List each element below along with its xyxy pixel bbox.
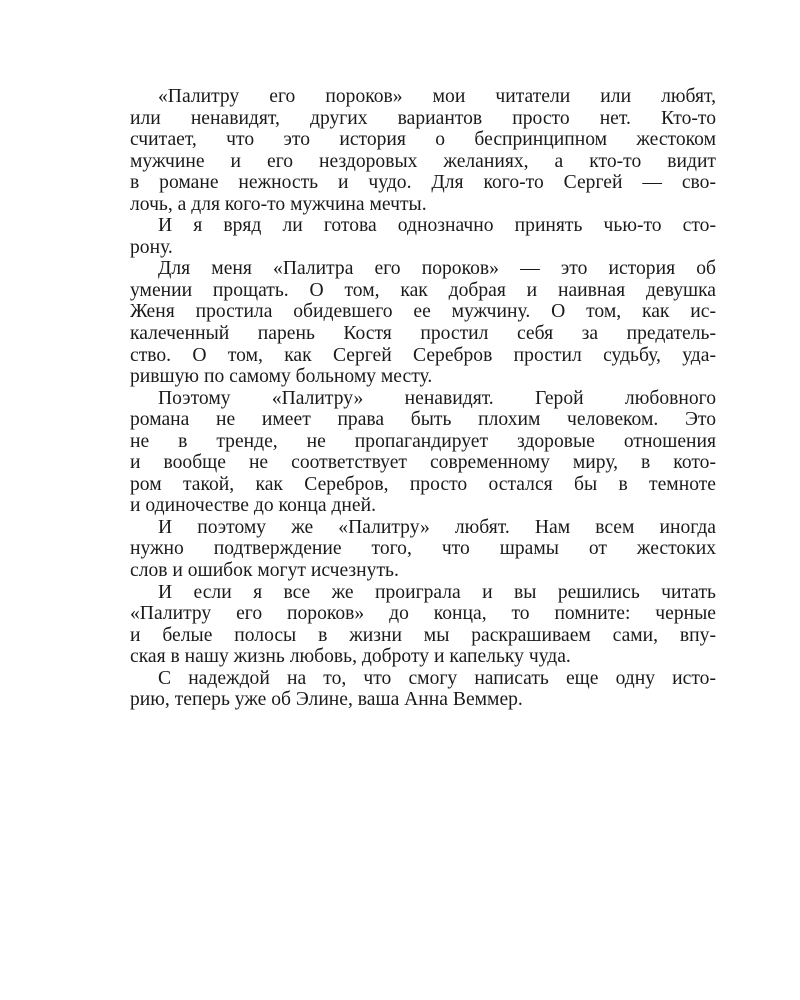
- text-line: и вообще не соответствует современному миру, в кото-: [130, 452, 716, 474]
- text-line: «Палитру его пороков» мои читатели или любят,: [158, 86, 716, 107]
- text-line: ром такой, как Серебров, просто остался бы в темноте: [130, 473, 716, 495]
- text-line: И если я все же проиграла и вы решились читать: [158, 581, 716, 603]
- text-line: лочь, а для кого-то мужчина мечты.: [130, 193, 427, 215]
- text-line: Женя простила обидевшего ее мужчину. О том, как ис-: [130, 301, 716, 323]
- text-line: слов и ошибок могут исчезнуть.: [130, 560, 399, 582]
- page-body-text: [130, 86, 716, 711]
- text-line: мужчине и его нездоровых желаниях, а кто-то видит: [130, 150, 716, 172]
- text-line: Для меня «Палитра его пороков» — это история об: [158, 258, 716, 280]
- text-line: «Палитру его пороков» до конца, то помните: черные: [130, 603, 716, 625]
- text-line: Поэтому «Палитру» ненавидят. Герой любовного: [158, 387, 716, 409]
- text-line: в романе нежность и чудо. Для кого-то Сергей — сво-: [130, 172, 716, 194]
- text-line: романа не имеет права быть плохим человеком. Это: [130, 409, 716, 431]
- text-line: считает, что это история о беспринципном жестоком: [130, 129, 716, 151]
- text-line: С надеждой на то, что смогу написать еще одну исто-: [158, 667, 716, 689]
- text-line: не в тренде, не пропагандирует здоровые отношения: [130, 430, 716, 452]
- text-line: И поэтому же «Палитру» любят. Нам всем иногда: [158, 516, 716, 538]
- text-line: и белые полосы в жизни мы раскрашиваем сами, впу-: [130, 624, 716, 646]
- text-line: рившую по самому больному месту.: [130, 366, 433, 388]
- text-line: умении прощать. О том, как добрая и наивная девушка: [130, 279, 716, 301]
- text-line: ская в нашу жизнь любовь, доброту и капельку чуда.: [130, 646, 571, 668]
- text-line: рону.: [130, 236, 173, 258]
- text-line: И я вряд ли готова однозначно принять чью-то сто-: [158, 215, 716, 237]
- text-line: и одиночестве до конца дней.: [130, 495, 376, 517]
- text-line: или ненавидят, других вариантов просто нет. Кто-то: [130, 107, 716, 129]
- text-line: ство. О том, как Сергей Серебров простил судьбу, уда-: [130, 344, 716, 366]
- text-line: калеченный парень Костя простил себя за предатель-: [130, 323, 716, 345]
- text-line: рию, теперь уже об Элине, ваша Анна Веммер.: [130, 689, 523, 711]
- text-line: нужно подтверждение того, что шрамы от жестоких: [130, 538, 716, 560]
